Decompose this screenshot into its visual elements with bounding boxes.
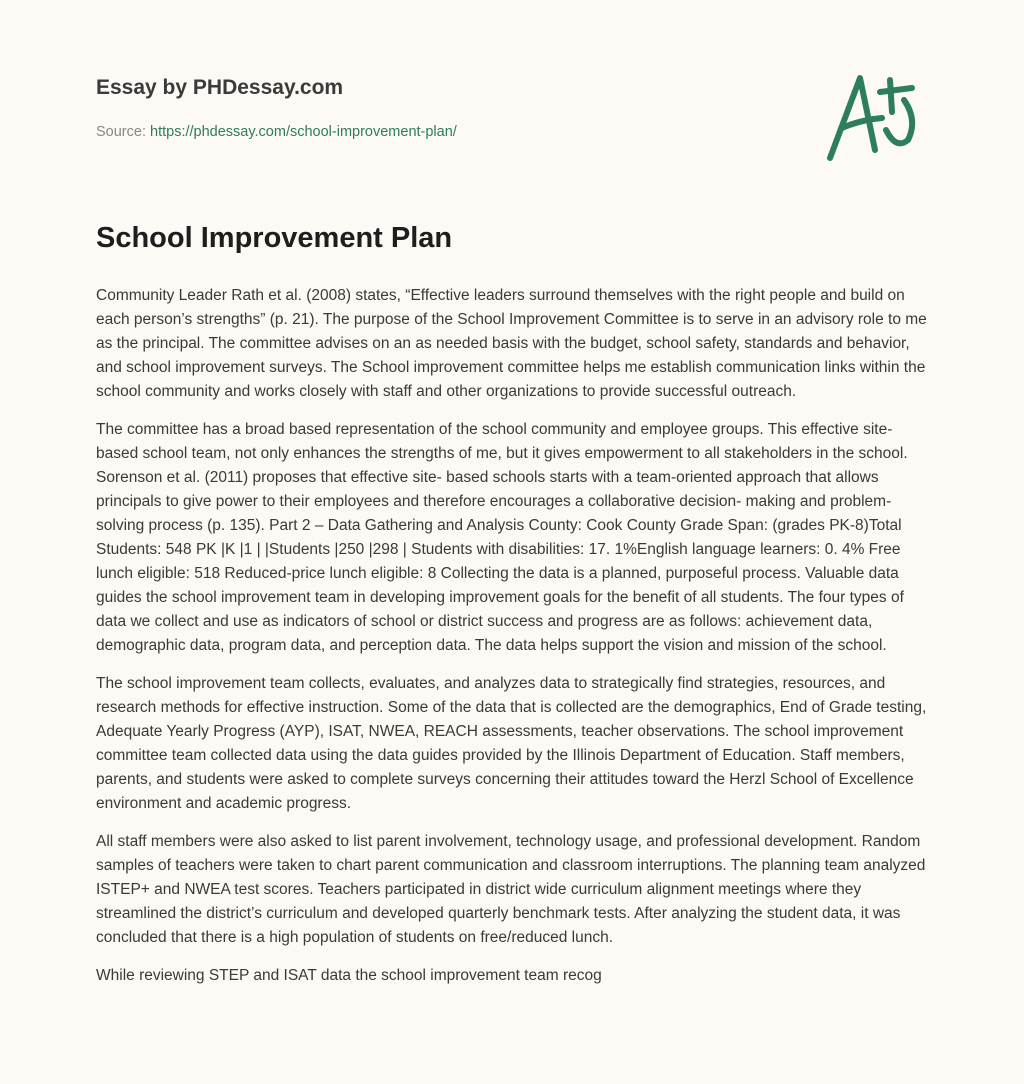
source-line: [96, 124, 457, 140]
paragraph: All staff members were also asked to list parent involvement, technology usage, and professional development. Random samples of teachers were taken to chart parent communication and classroom interruptions. The planning team analyzed ISTEP+ and NWEA test scores. Teachers participated in district wide curriculum alignment meetings where they streamlined the district’s curriculum and developed quarterly benchmark tests. After analyzing the student data, it was concluded that there is a high population of students on free/reduced lunch.: [96, 833, 926, 946]
paragraph: The school improvement team collects, evaluates, and analyzes data to strategically find strategies, resources, and research methods for effective instruction. Some of the data that is collected are the demographics, End of Grade testing, Adequate Yearly Progress (AYP), ISAT, NWEA, REACH assessments, teacher observations. The school improvement committee team collected data using the data guides provided by the Illinois Department of Education. Staff members, parents, and students were asked to complete surveys concerning their attitudes toward the Herzl School of Excellence environment and academic progress.: [96, 675, 927, 812]
source-link[interactable]: https://phdessay.com/school-improvement-plan/: [150, 124, 457, 140]
a-plus-logo-icon: [820, 70, 930, 165]
paragraph: The committee has a broad based representation of the school community and employee groups. This effective site- based school team, not only enhances the strengths of me, but it gives empowerment to all stakeholders in the school. Sorenson et al. (2011) proposes that effective site- based schools starts with a team-oriented approach that allows principals to give power to their employees and therefore encourages a collaborative decision- making and problem-solving process (p. 135). Part 2 – Data Gathering and Analysis County: Cook County Grade Span: (grades PK-8)Total Students: 548 PK |K |1 | |Students |250 |298 | Students with disabilities: 17. 1%English language learners: 0. 4% Free lunch eligible: 518 Reduced-price lunch eligible: 8 Collecting the data is a planned, purposeful process. Valuable data guides the school improvement team in developing improvement goals for the benefit of all students. The four types of data we collect and use as indicators of school or district success and progress are as follows: achievement data, demographic data, program data, and perception data. The data helps support the vision and mission of the school.: [96, 421, 908, 654]
article-title: School Improvement Plan: [96, 222, 453, 254]
site-brand: Essay by PHDessay.com: [96, 76, 344, 99]
paragraph: While reviewing STEP and ISAT data the school improvement team recog: [96, 967, 602, 984]
paragraph: Community Leader Rath et al. (2008) states, “Effective leaders surround themselves with the right people and build on each person’s strengths” (p. 21). The purpose of the School Improvement Committee is to serve in an advisory role to me as the principal. The committee advises on an as needed basis with the budget, school safety, standards and behavior, and school improvement surveys. The School improvement committee helps me establish communication links within the school community and works closely with staff and other organizations to provide successful outreach.: [96, 287, 927, 400]
article-body: [96, 284, 930, 1002]
source-label: Source:: [96, 124, 146, 140]
